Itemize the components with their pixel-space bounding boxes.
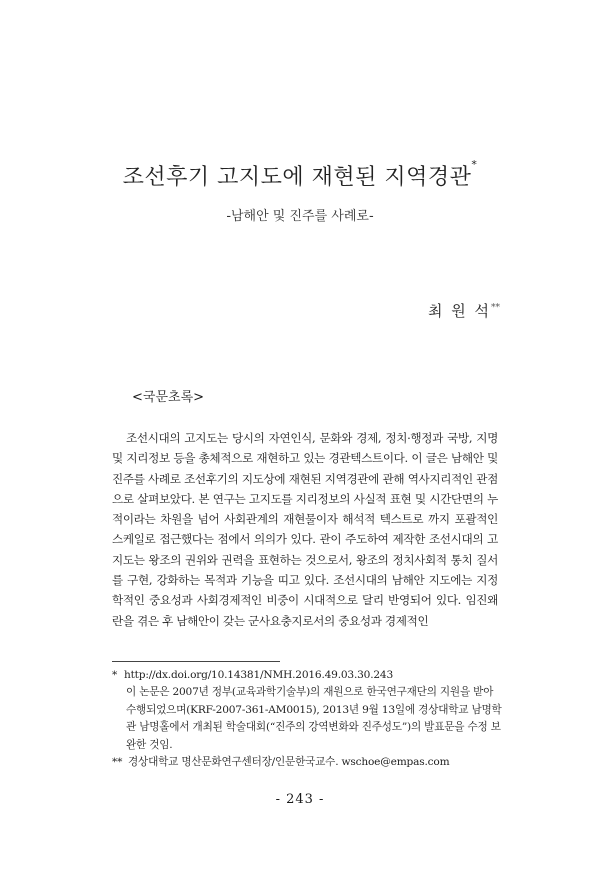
footnote-divider [112, 661, 280, 662]
footnote-1 [112, 667, 502, 754]
footnote-funding-note: 이 논문은 2007년 정부(교육과학기술부)의 재원으로 한국연구재단의 지원을 받아 수행되었으며(KRF-2007-361-AM0015), 2013년 9월 13일에 경상대학교 남명학관 남명홀에서 개최된 학술대회(“진주의 강역변화와 진주성도”)의 발표문을 수정 보완한 것임. [126, 686, 502, 751]
footnote-2 [112, 754, 502, 771]
title-footnote-mark: * [471, 158, 478, 171]
author-line [428, 300, 500, 321]
paper-subtitle: -남해안 및 진주를 사례로- [226, 209, 374, 224]
author-name: 최 원 석 [427, 302, 491, 320]
author-footnote-mark: ** [491, 303, 500, 313]
paper-title-text: 조선후기 고지도에 재현된 지역경관 [122, 165, 472, 190]
abstract-body: 조선시대의 고지도는 당시의 자연인식, 문화와 경제, 정치·행정과 국방, 지명 및 지리정보 등을 총체적으로 재현하고 있는 경관텍스트이다. 이 글은 남해안 및 진주를 사례로 조선후기의 지도상에 재현된 지역경관에 관해 역사지리적인 관점으로 살펴보았다. 본 연구는 고지도를 지리정보의 사실적 표현 및 시간단면의 누적이라는 차원을 넘어 사회관계의 재현물이자 해석적 텍스트로 까지 포괄적인 스케일로 접근했다는 점에서 의의가 있다. 관이 주도하여 제작한 조선시대의 고지도는 왕조의 권위와 권력을 표현하는 것으로서, 왕조의 정치사회적 통치 질서를 구현, 강화하는 목적과 기능을 띠고 있다. 조선시대의 남해안 지도에는 지정학적인 중요성과 사회경제적인 비중이 시대적으로 달리 반영되어 있다. 임진왜란을 겪은 후 남해안이 갖는 군사요충지로서의 중요성과 경제적인 [112, 431, 498, 628]
footnote-author-affiliation: 경상대학교 명산문화연구센터장/인문한국교수. wschoe@empas.com [128, 756, 450, 769]
footnote-2-mark: ** [112, 756, 123, 769]
footnotes [112, 667, 502, 771]
footnote-1-mark: * [112, 669, 118, 681]
footnote-doi-link[interactable]: http://dx.doi.org/10.14381/NMH.2016.49.03.30.243 [124, 669, 393, 681]
paper-title [0, 160, 600, 191]
abstract-heading: <국문초록> [132, 390, 205, 405]
page-number: - 243 - [275, 792, 325, 807]
